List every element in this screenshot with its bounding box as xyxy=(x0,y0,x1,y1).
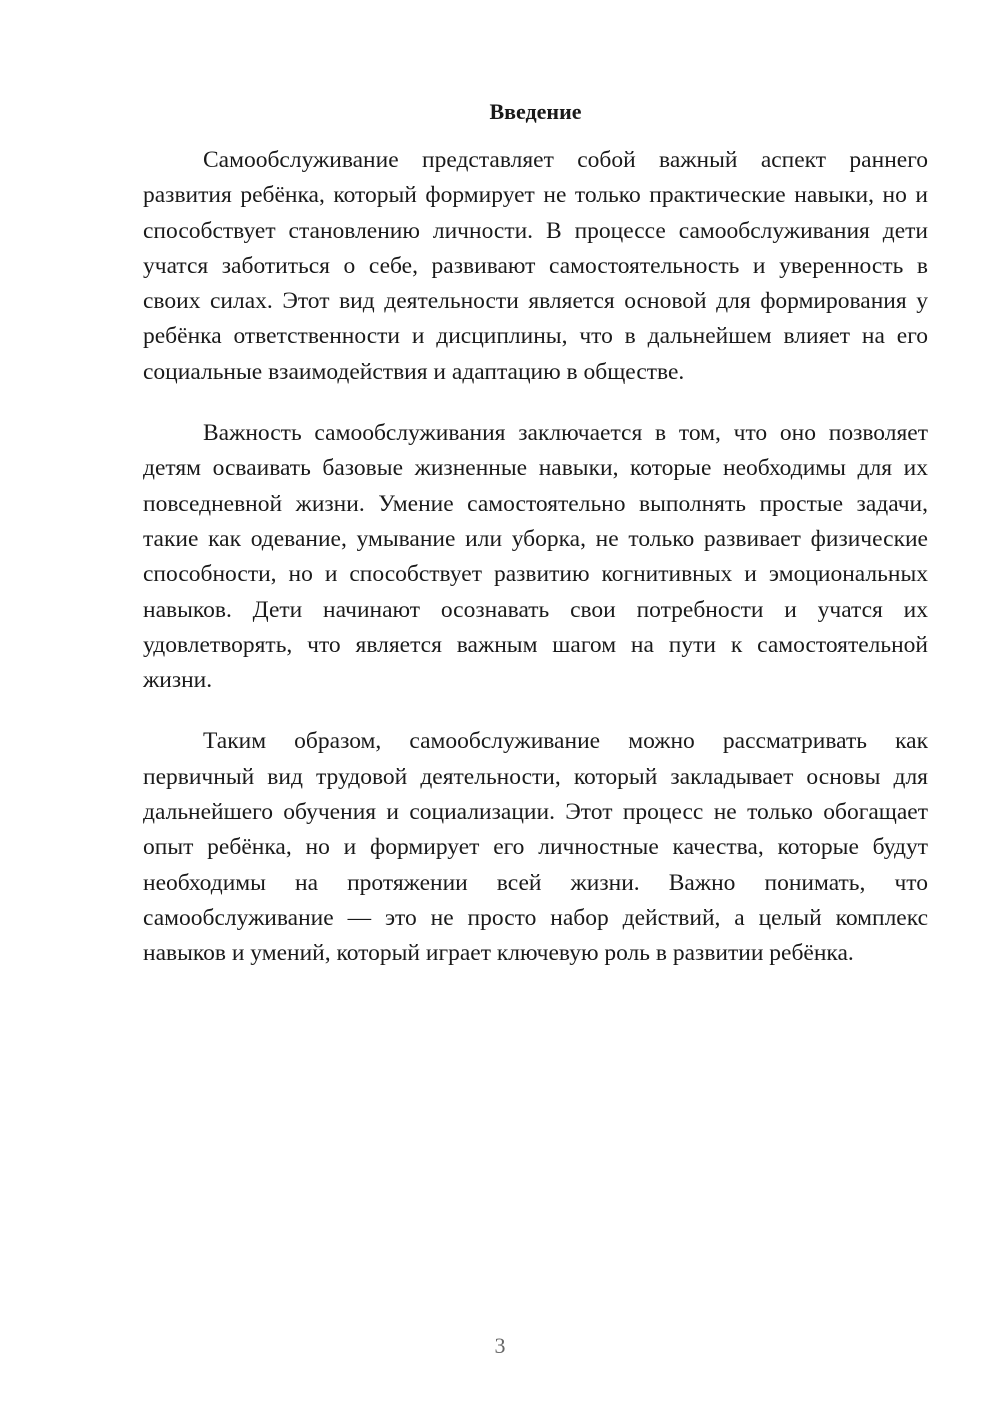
section-title: Введение xyxy=(489,99,582,124)
paragraph-1: Самообслуживание представляет собой важный аспект раннего развития ребёнка, который формирует не только практические навыки, но и способствует становлению личности. В процессе самообслуживания дети учатся заботиться о себе, развивают самостоятельность и уверенность в своих силах. Этот вид деятельности является основой для формирования у ребёнка ответственности и дисциплины, что в дальнейшем влияет на его социальные взаимодействия и адаптацию в обществе. xyxy=(143,147,928,385)
paragraph-3: Таким образом, самообслуживание можно рассматривать как первичный вид трудовой деятельности, который закладывает основы для дальнейшего обучения и социализации. Этот процесс не только обогащает опыт ребёнка, но и формирует его личностные качества, которые будут необходимы на протяжении всей жизни. Важно понимать, что самообслуживание — это не просто набор действий, а целый комплекс навыков и умений, который играет ключевую роль в развитии ребёнка. xyxy=(143,728,928,967)
paragraph-2: Важность самообслуживания заключается в том, что оно позволяет детям осваивать базовые жизненные навыки, которые необходимы для их повседневной жизни. Умение самостоятельно выполнять простые задачи, такие как одевание, умывание или уборка, не только развивает физические способности, но и способствует развитию когнитивных и эмоциональных навыков. Дети начинают осознавать свои потребности и учатся их удовлетворять, что является важным шагом на пути к самостоятельной жизни. xyxy=(143,420,928,694)
body-text xyxy=(143,143,928,998)
page-number: 3 xyxy=(494,1333,506,1358)
